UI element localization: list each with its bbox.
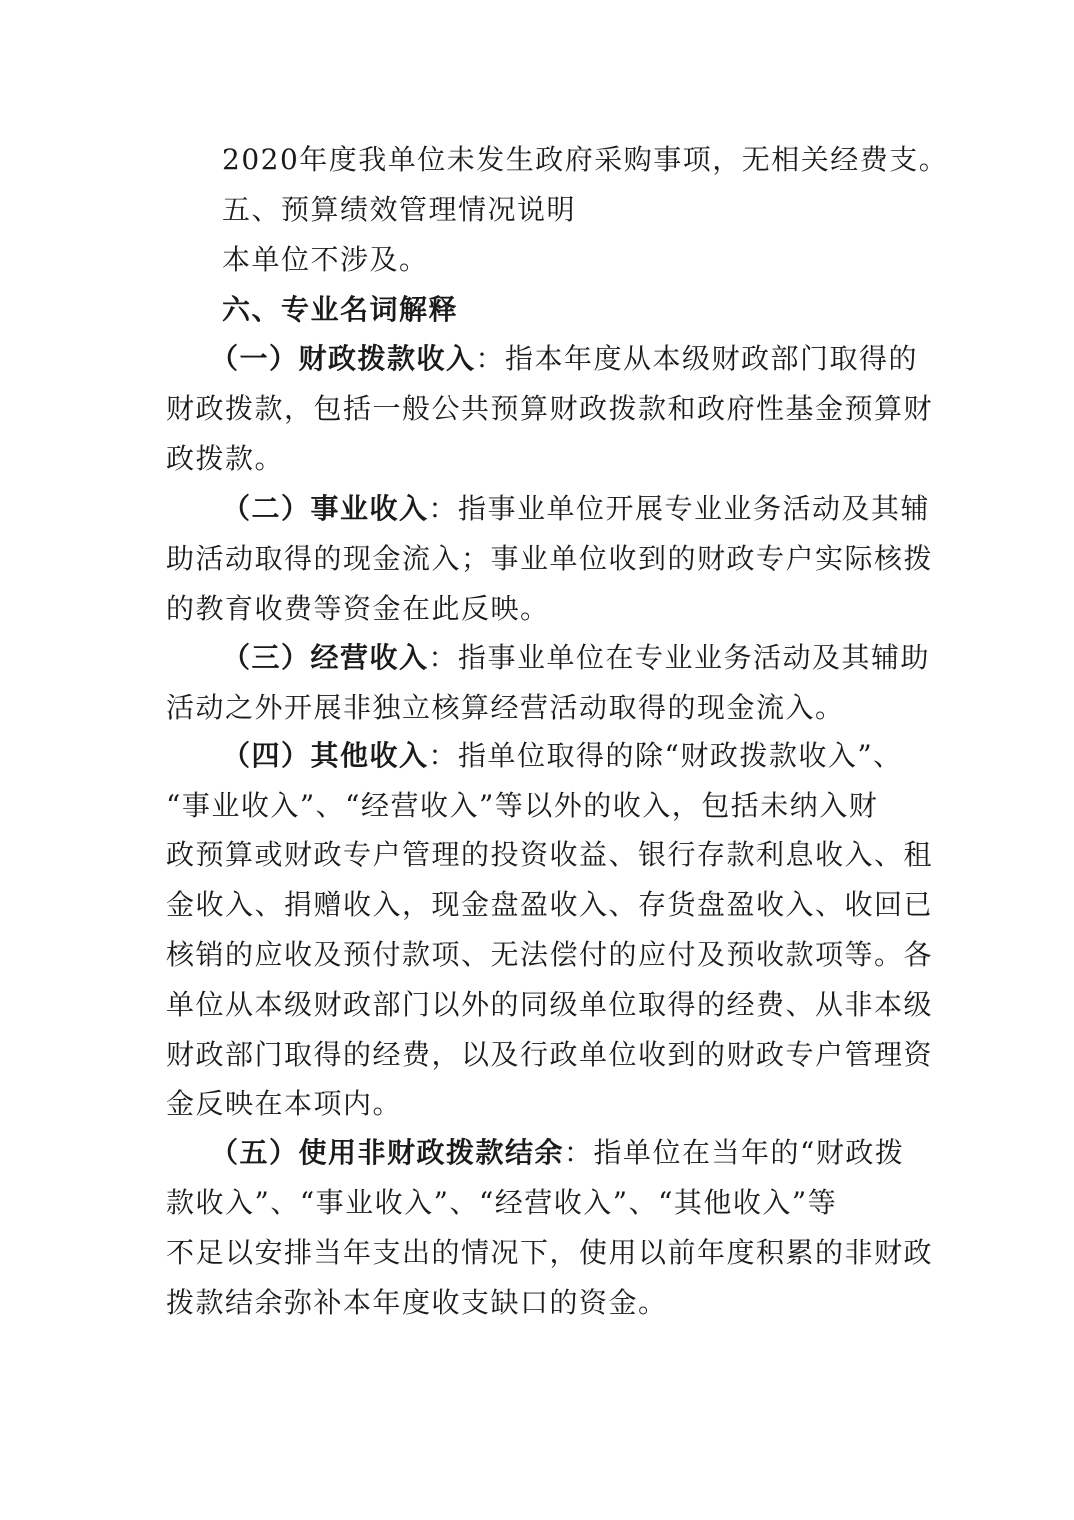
glossary-item-1-line-3: 政拨款。 [166, 442, 285, 475]
section-heading-glossary: 六、专业名词解释 [222, 293, 459, 326]
term-other-income: （四）其他收入 [222, 739, 429, 772]
glossary-item-2-line-1 [222, 489, 974, 529]
glossary-item-1-line-2: 财政拨款，包括一般公共预算财政拨款和政府性基金预算财 [166, 392, 934, 425]
definition-text: ：指单位在当年的“财政拨 [564, 1136, 905, 1169]
paragraph-not-applicable: 本单位不涉及。 [222, 243, 429, 276]
term-non-fiscal-balance: （五）使用非财政拨款结余 [210, 1136, 565, 1169]
definition-text: ：指事业单位在专业业务活动及其辅助 [428, 641, 931, 674]
glossary-item-3-line-2: 活动之外开展非独立核算经营活动取得的现金流入。 [166, 691, 845, 724]
glossary-item-3-line-1 [222, 638, 974, 678]
glossary-item-2-line-2: 助活动取得的现金流入；事业单位收到的财政专户实际核拨 [166, 542, 934, 575]
glossary-item-4-line-2: “事业收入”、“经营收入”等以外的收入，包括未纳入财 [166, 789, 879, 822]
glossary-item-5-line-1 [210, 1133, 962, 1173]
glossary-item-5-line-3: 不足以安排当年支出的情况下，使用以前年度积累的非财政 [166, 1236, 934, 1269]
glossary-item-4-line-7: 财政部门取得的经费，以及行政单位收到的财政专户管理资 [166, 1038, 934, 1071]
glossary-item-4-line-1 [222, 736, 974, 776]
glossary-item-4-line-6: 单位从本级财政部门以外的同级单位取得的经费、从非本级 [166, 988, 934, 1021]
term-business-income: （二）事业收入 [222, 492, 429, 525]
glossary-item-4-line-3: 政预算或财政专户管理的投资收益、银行存款利息收入、租 [166, 838, 934, 871]
definition-text: ：指单位取得的除“财政拨款收入”、 [428, 739, 903, 772]
definition-text: ：指事业单位开展专业业务活动及其辅 [428, 492, 931, 525]
glossary-item-5-line-2: 款收入”、“事业收入”、“经营收入”、“其他收入”等 [166, 1186, 838, 1219]
paragraph-procurement: 2020年度我单位未发生政府采购事项，无相关经费支。 [222, 143, 949, 176]
glossary-item-2-line-3: 的教育收费等资金在此反映。 [166, 592, 550, 625]
glossary-item-1-line-1 [210, 339, 962, 379]
section-heading-performance: 五、预算绩效管理情况说明 [222, 193, 577, 226]
definition-text: ：指本年度从本级财政部门取得的 [475, 342, 919, 375]
glossary-item-4-line-5: 核销的应收及预付款项、无法偿付的应付及预收款项等。各 [166, 938, 934, 971]
glossary-item-5-line-4: 拨款结余弥补本年度收支缺口的资金。 [166, 1286, 668, 1319]
glossary-item-4-line-8: 金反映在本项内。 [166, 1087, 403, 1120]
glossary-item-4-line-4: 金收入、捐赠收入，现金盘盈收入、存货盘盈收入、收回已 [166, 888, 934, 921]
term-fiscal-appropriation: （一）财政拨款收入 [210, 342, 476, 375]
term-operating-income: （三）经营收入 [222, 641, 429, 674]
